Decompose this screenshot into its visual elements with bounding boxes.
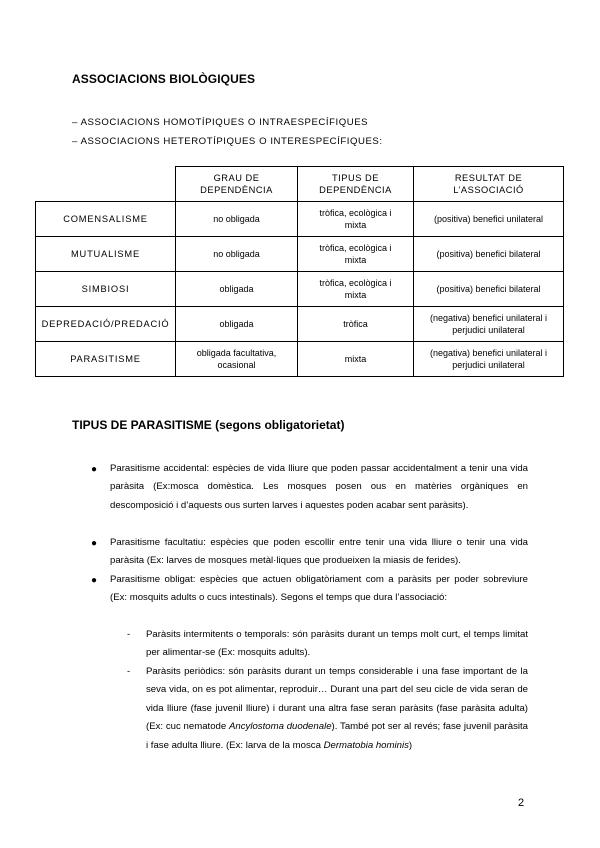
list-item-text: Parasitisme obligat: espècies que actuen obligatòriament com a paràsits per poder sobreviure (Ex: mosquits adults o cucs intestinals). Segons el temps que dura l’associació: — [110, 574, 528, 604]
tipus-cell: tròfica, ecològica i mixta — [298, 272, 414, 307]
association-types-list — [72, 113, 383, 151]
tipus-cell: tròfica — [298, 307, 414, 342]
tipus-cell: mixta — [298, 342, 414, 377]
resultat-cell: (positiva) benefici bilateral — [414, 237, 564, 272]
dash-icon: - — [127, 666, 131, 677]
species-name: Ancylostoma duodenale — [229, 721, 332, 733]
table-header-row — [36, 167, 564, 202]
species-name: Dermatobia hominis — [323, 739, 409, 751]
resultat-cell: (positiva) benefici bilateral — [414, 272, 564, 307]
row-name-cell: PARASITISME — [36, 342, 176, 377]
row-name-cell: SIMBIOSI — [36, 272, 176, 307]
resultat-cell: (negativa) benefici unilateral i perjudici unilateral — [414, 342, 564, 377]
associations-table — [35, 166, 564, 377]
grau-cell: obligada facultativa, ocasional — [176, 342, 298, 377]
table-header-blank — [36, 167, 176, 202]
sub-item-text: Paràsits periòdics: són paràsits durant un temps considerable i una fase important de la seva vida, on es pot alimentar, reproduir… Durant una part del seu cicle de vida seran de vida lliure (fase juvenil lliure) i durant una altra fase seran paràsits (fase paràsita adulta) (Ex: cuc nematode Ancylostoma duodenale). També pot ser al revés; fase juvenil paràsita i fase adulta lliure. (Ex: larva de la mosca Dermatobia hominis) — [146, 666, 529, 751]
tipus-cell: tròfica, ecològica i mixta — [298, 237, 414, 272]
table-row — [36, 237, 564, 272]
table-header-grau: GRAU DE DEPENDÈNCIA — [176, 167, 298, 202]
table-header-resultat: RESULTAT DE L’ASSOCIACIÓ — [414, 167, 564, 202]
bullet-icon: ● — [91, 464, 98, 475]
row-name-cell: DEPREDACIÓ/PREDACIÓ — [36, 307, 176, 342]
bullet-icon: ● — [91, 538, 98, 549]
grau-cell: no obligada — [176, 237, 298, 272]
dash-icon: - — [127, 629, 131, 640]
page-number: 2 — [518, 797, 525, 809]
resultat-cell: (positiva) benefici unilateral — [414, 202, 564, 237]
association-type-heterotypic: – ASSOCIACIONS HETEROTÍPIQUES O INTERESPECÍFIQUES: — [72, 136, 383, 147]
table-row — [36, 342, 564, 377]
table-row — [36, 202, 564, 237]
sub-item-text: Paràsits intermitents o temporals: són paràsits durant un temps molt curt, el temps limitat per alimentar-se (Ex: mosquits adults). — [146, 629, 528, 659]
bullet-icon: ● — [91, 575, 98, 586]
grau-cell: obligada — [176, 307, 298, 342]
row-name-cell: MUTUALISME — [36, 237, 176, 272]
grau-cell: no obligada — [176, 202, 298, 237]
list-item-text: Parasitisme facultatiu: espècies que poden escollir entre tenir una vida lliure o tenir una vida paràsita (Ex: larves de mosques metàl·liques que produeixen la miasis de ferides). — [110, 537, 528, 567]
page-title: ASSOCIACIONS BIOLÒGIQUES — [72, 72, 256, 86]
tipus-cell: tròfica, ecològica i mixta — [298, 202, 414, 237]
table-row — [36, 307, 564, 342]
table-header-tipus: TIPUS DE DEPENDÈNCIA — [298, 167, 414, 202]
association-type-homotypic: – ASSOCIACIONS HOMOTÍPIQUES O INTRAESPECÍFIQUES — [72, 117, 369, 128]
section-title: TIPUS DE PARASITISME (segons obligatorietat) — [72, 418, 345, 432]
row-name-cell: COMENSALISME — [36, 202, 176, 237]
list-item-text: Parasitisme accidental: espècies de vida lliure que poden passar accidentalment a tenir una vida paràsita (Ex:mosca domèstica. Les mosques posen ous en matèries orgàniques en descomposició i d’aquests ous surten larves i aquestes poden acabar sent paràsits). — [110, 463, 528, 511]
resultat-cell: (negativa) benefici unilateral i perjudici unilateral — [414, 307, 564, 342]
grau-cell: obligada — [176, 272, 298, 307]
table-row — [36, 272, 564, 307]
